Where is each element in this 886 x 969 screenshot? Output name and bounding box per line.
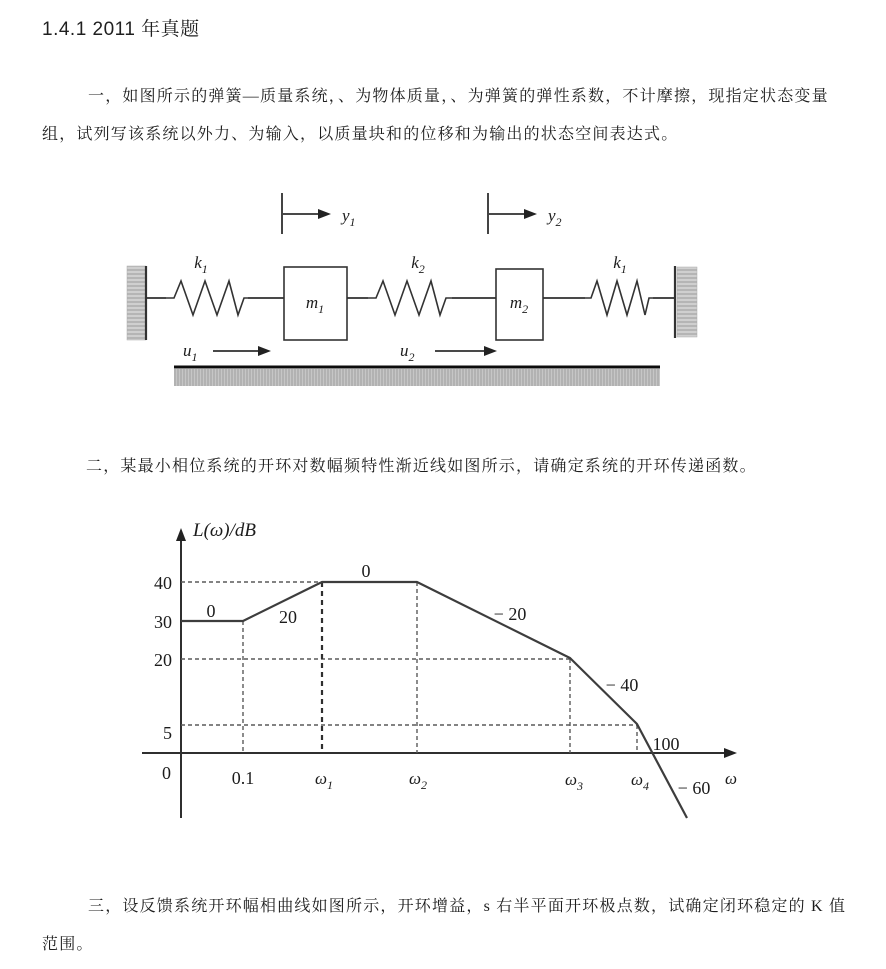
u1-label: $u_1$ [183,341,198,364]
mass-m2-label: $m_2$ [509,293,529,316]
xtick-omega1: $\omega_1$ [314,769,334,792]
right-wall-hatch [677,267,697,337]
y1-label: $y_1$ [342,206,356,229]
question2-line1: 二，某最小相位系统的开环对数幅频特性渐近线如图所示，请确定系统的开环传递函数。 [86,458,757,475]
u1-arrowhead-icon [258,346,271,356]
question3-line2: 范围。 [42,936,94,953]
slope-label-0b: 0 [361,561,371,581]
y1-arrowhead-icon [318,209,331,219]
question3-line1: 三，设反馈系统开环幅相曲线如图所示，开环增益，s 右半平面开环极点数，试确定闭环稳定的 K 值 [88,898,847,915]
y2-displacement-marker [488,193,562,234]
xtick-omega2: $\omega_2$ [408,769,428,792]
ground-hatch [174,369,660,386]
ytick-30: 30 [154,612,172,632]
page-title: 1.4.1 2011 年真题 [42,19,200,40]
u2-force [400,341,497,364]
question1-line2: 组，试列写该系统以外力、为输入，以质量块和的位移和为输出的状态空间表达式。 [42,126,679,143]
left-wall [127,266,146,340]
u2-label: $u_2$ [400,341,415,364]
y-axis-arrowhead-icon [176,528,186,541]
x-axis-title: ω [724,769,738,788]
spring-k1-right [585,281,653,315]
spring-k1-right-label: $k_1$ [613,253,627,276]
u2-arrowhead-icon [484,346,497,356]
slope-label-m40: − 40 [605,675,639,695]
x-axis-arrowhead-icon [724,748,737,758]
magnitude-asymptote-curve [181,582,687,818]
xtick-0p1: 0.1 [231,768,255,788]
xtick-omega3: $\omega_3$ [564,770,584,793]
spring-k1-left [166,281,248,315]
y-axis-title: L(ω)/dB [193,520,257,541]
y2-arrowhead-icon [524,209,537,219]
ytick-40: 40 [154,573,172,593]
slope-label-20: 20 [279,607,297,627]
spring-k1-left-label: $k_1$ [194,253,208,276]
ytick-5: 5 [163,723,172,743]
u1-force [183,341,271,364]
y2-label: $y_2$ [548,206,562,229]
mass-m1-label: $m_1$ [305,293,325,316]
ytick-20: 20 [154,650,172,670]
origin-label: 0 [162,763,171,783]
ground [174,367,660,386]
spring-k2-label: $k_2$ [411,253,425,276]
left-wall-hatch [127,266,146,340]
slope-label-0a: 0 [206,601,216,621]
spring-k2 [368,281,452,315]
mass-spring-figure [100,180,720,395]
xtick-omega4: $\omega_4$ [630,770,650,793]
slope-label-m60: − 60 [677,778,711,798]
bode-plot-figure [105,505,770,850]
y1-displacement-marker [282,193,356,234]
xtick-100: 100 [652,734,680,754]
right-wall [675,266,697,338]
question1-line1: 一，如图所示的弹簧—质量系统，、为物体质量，、为弹簧的弹性系数，不计摩擦，现指定状态变量 [88,88,829,105]
slope-label-m20: − 20 [493,604,527,624]
